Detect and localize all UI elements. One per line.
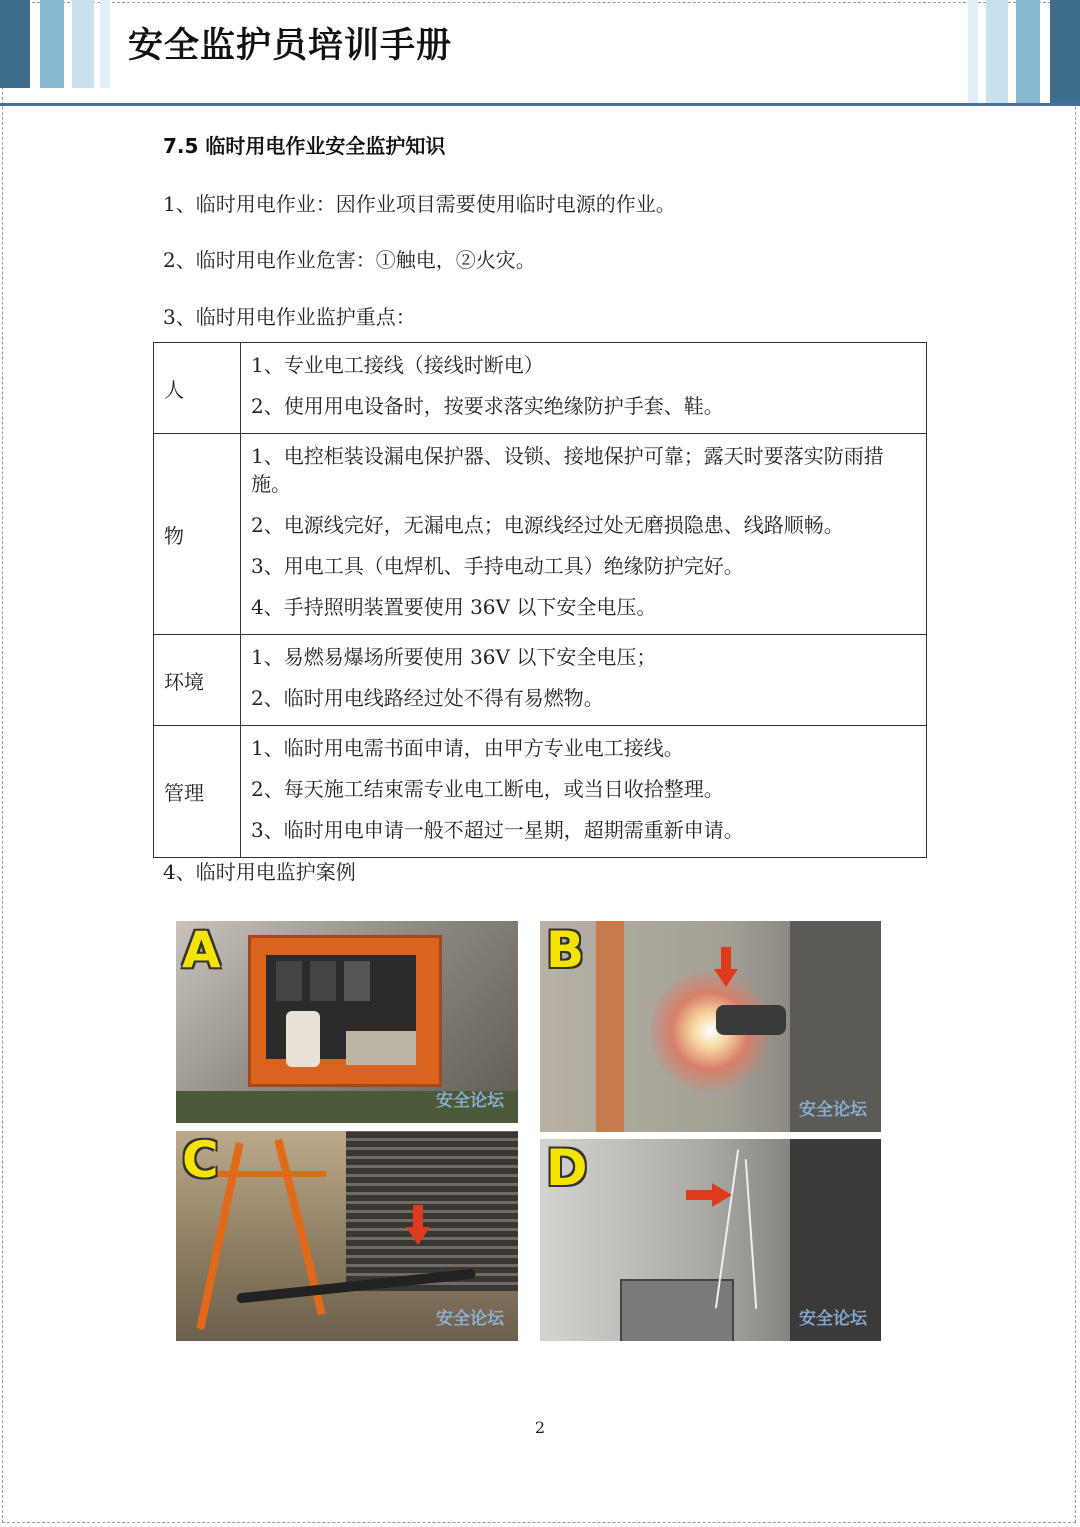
photo-label: D [546, 1139, 588, 1197]
page-number: 2 [534, 1418, 546, 1437]
photo-label: B [546, 921, 585, 979]
table-items [241, 726, 927, 858]
red-arrow-icon [686, 1183, 732, 1207]
header-rule [0, 103, 1080, 106]
header-title: 安全监护员培训手册 [128, 26, 453, 66]
supervision-table [153, 342, 927, 858]
photo-label: A [182, 921, 221, 979]
table-category: 人 [154, 343, 241, 434]
table-row [154, 343, 927, 434]
table-item: 2、电源线完好，无漏电点；电源线经过处无磨损隐患、线路顺畅。 [251, 513, 844, 537]
table-row [154, 726, 927, 858]
photo-d [540, 1139, 881, 1341]
watermark: 安全论坛 [799, 1100, 867, 1120]
table-item: 2、使用用电设备时，按要求落实绝缘防护手套、鞋。 [251, 394, 724, 418]
header-decoration-right [968, 0, 1080, 104]
header-decoration-left [0, 0, 112, 88]
watermark: 安全论坛 [436, 1309, 504, 1329]
table-item: 1、临时用电需书面申请，由甲方专业电工接线。 [251, 736, 684, 760]
watermark: 安全论坛 [799, 1309, 867, 1329]
paragraph-hazards: 2、临时用电作业危害：①触电，②火灾。 [163, 248, 536, 272]
table-items [241, 635, 927, 726]
watermark: 安全论坛 [436, 1091, 504, 1111]
photo-b [540, 921, 881, 1132]
section-title: 7.5 临时用电作业安全监护知识 [163, 134, 446, 158]
table-item: 3、用电工具（电焊机、手持电动工具）绝缘防护完好。 [251, 554, 744, 578]
table-item: 1、专业电工接线（接线时断电） [251, 353, 544, 377]
table-category: 物 [154, 434, 241, 635]
paragraph-definition: 1、临时用电作业：因作业项目需要使用临时电源的作业。 [163, 192, 676, 216]
table-item: 4、手持照明装置要使用 36V 以下安全电压。 [251, 595, 657, 619]
red-arrow-icon [714, 947, 738, 987]
table-item: 3、临时用电申请一般不超过一星期，超期需重新申请。 [251, 818, 744, 842]
table-category: 管理 [154, 726, 241, 858]
paragraph-cases: 4、临时用电监护案例 [163, 860, 356, 884]
table-item: 2、临时用电线路经过处不得有易燃物。 [251, 686, 604, 710]
red-arrow-icon [406, 1205, 430, 1245]
table-item: 1、电控柜装设漏电保护器、设锁、接地保护可靠；露天时要落实防雨措施。 [251, 444, 884, 496]
table-category: 环境 [154, 635, 241, 726]
table-item: 1、易燃易爆场所要使用 36V 以下安全电压； [251, 645, 657, 669]
table-item: 2、每天施工结束需专业电工断电，或当日收拾整理。 [251, 777, 724, 801]
table-row [154, 434, 927, 635]
table-row [154, 635, 927, 726]
photo-c [176, 1131, 518, 1341]
table-items [241, 434, 927, 635]
table-items [241, 343, 927, 434]
photo-label: C [182, 1131, 219, 1189]
paragraph-key-points: 3、临时用电作业监护重点： [163, 305, 416, 329]
photo-a [176, 921, 518, 1123]
